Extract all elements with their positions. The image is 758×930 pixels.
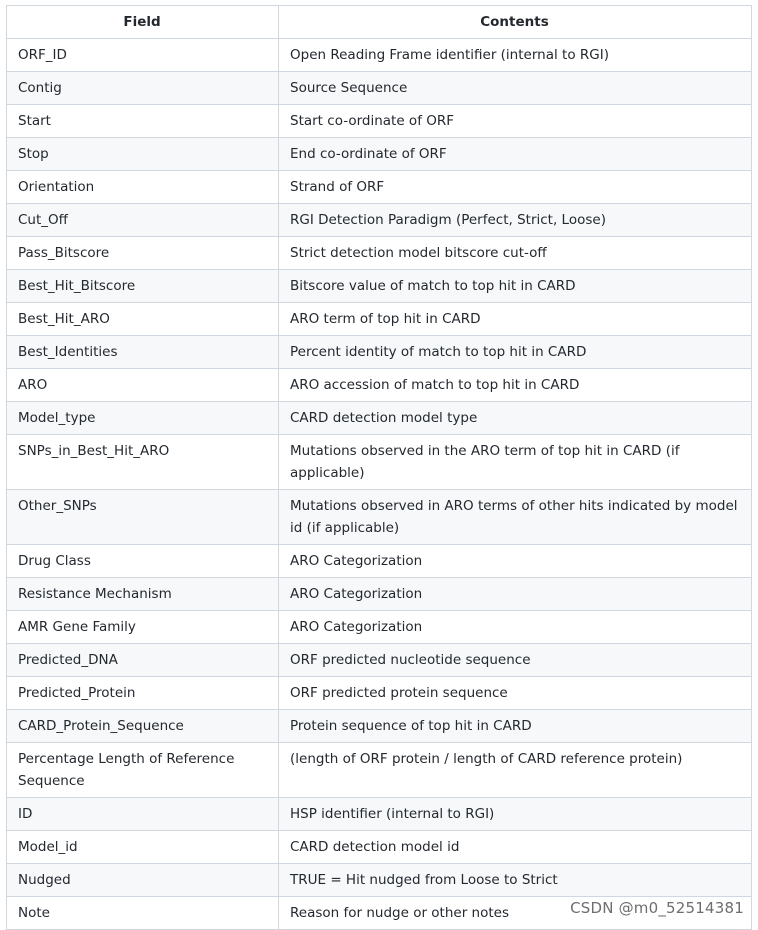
contents-cell: ARO accession of match to top hit in CARD <box>279 369 752 402</box>
field-cell: Best_Hit_ARO <box>7 303 279 336</box>
contents-cell: RGI Detection Paradigm (Perfect, Strict, Loose) <box>279 204 752 237</box>
field-cell: Percentage Length of Reference Sequence <box>7 743 279 798</box>
table-row <box>7 303 752 336</box>
table-row <box>7 105 752 138</box>
table-row <box>7 336 752 369</box>
field-cell: SNPs_in_Best_Hit_ARO <box>7 435 279 490</box>
table-row <box>7 743 752 798</box>
contents-cell: CARD detection model type <box>279 402 752 435</box>
field-cell: ORF_ID <box>7 39 279 72</box>
table-row <box>7 402 752 435</box>
field-cell: AMR Gene Family <box>7 611 279 644</box>
table-body <box>7 39 752 930</box>
table-row <box>7 798 752 831</box>
field-cell: Resistance Mechanism <box>7 578 279 611</box>
field-cell: ID <box>7 798 279 831</box>
table-row <box>7 677 752 710</box>
table-row <box>7 204 752 237</box>
table-row <box>7 710 752 743</box>
rgi-output-fields-table <box>6 5 752 930</box>
contents-cell: End co-ordinate of ORF <box>279 138 752 171</box>
header-contents: Contents <box>279 6 752 39</box>
contents-cell: TRUE = Hit nudged from Loose to Strict <box>279 864 752 897</box>
contents-cell: Percent identity of match to top hit in CARD <box>279 336 752 369</box>
field-cell: Orientation <box>7 171 279 204</box>
table-row <box>7 831 752 864</box>
table-row <box>7 39 752 72</box>
contents-cell: Protein sequence of top hit in CARD <box>279 710 752 743</box>
field-cell: Predicted_DNA <box>7 644 279 677</box>
table-row <box>7 545 752 578</box>
contents-cell: Strand of ORF <box>279 171 752 204</box>
field-cell: Drug Class <box>7 545 279 578</box>
table-row <box>7 72 752 105</box>
table-row <box>7 435 752 490</box>
table-header <box>7 6 752 39</box>
contents-cell: ORF predicted nucleotide sequence <box>279 644 752 677</box>
field-cell: Pass_Bitscore <box>7 237 279 270</box>
field-cell: CARD_Protein_Sequence <box>7 710 279 743</box>
contents-cell: Source Sequence <box>279 72 752 105</box>
contents-cell: ORF predicted protein sequence <box>279 677 752 710</box>
contents-cell: CARD detection model id <box>279 831 752 864</box>
field-cell: Best_Identities <box>7 336 279 369</box>
field-cell: Best_Hit_Bitscore <box>7 270 279 303</box>
contents-cell: Mutations observed in ARO terms of other hits indicated by model id (if applicable) <box>279 490 752 545</box>
field-cell: Contig <box>7 72 279 105</box>
table-row <box>7 578 752 611</box>
table-row <box>7 644 752 677</box>
field-cell: Model_type <box>7 402 279 435</box>
header-row <box>7 6 752 39</box>
field-cell: Start <box>7 105 279 138</box>
contents-cell: ARO term of top hit in CARD <box>279 303 752 336</box>
watermark: CSDN @m0_52514381 <box>570 899 744 917</box>
contents-cell: Mutations observed in the ARO term of top hit in CARD (if applicable) <box>279 435 752 490</box>
table-row <box>7 369 752 402</box>
contents-cell: ARO Categorization <box>279 545 752 578</box>
table-row <box>7 171 752 204</box>
contents-cell: Open Reading Frame identifier (internal to RGI) <box>279 39 752 72</box>
table-row <box>7 138 752 171</box>
contents-cell: HSP identifier (internal to RGI) <box>279 798 752 831</box>
field-cell: Cut_Off <box>7 204 279 237</box>
field-cell: Note <box>7 897 279 930</box>
table-row <box>7 490 752 545</box>
contents-cell: ARO Categorization <box>279 611 752 644</box>
field-cell: Nudged <box>7 864 279 897</box>
header-field: Field <box>7 6 279 39</box>
table-row <box>7 864 752 897</box>
field-cell: Stop <box>7 138 279 171</box>
table-row <box>7 237 752 270</box>
contents-cell: ARO Categorization <box>279 578 752 611</box>
contents-cell: Strict detection model bitscore cut-off <box>279 237 752 270</box>
contents-cell: Bitscore value of match to top hit in CARD <box>279 270 752 303</box>
field-cell: Predicted_Protein <box>7 677 279 710</box>
field-cell: ARO <box>7 369 279 402</box>
table-row <box>7 270 752 303</box>
table-row <box>7 611 752 644</box>
contents-cell: (length of ORF protein / length of CARD reference protein) <box>279 743 752 798</box>
field-cell: Other_SNPs <box>7 490 279 545</box>
field-cell: Model_id <box>7 831 279 864</box>
contents-cell: Reason for nudge or other notes <box>279 897 752 930</box>
contents-cell: Start co-ordinate of ORF <box>279 105 752 138</box>
